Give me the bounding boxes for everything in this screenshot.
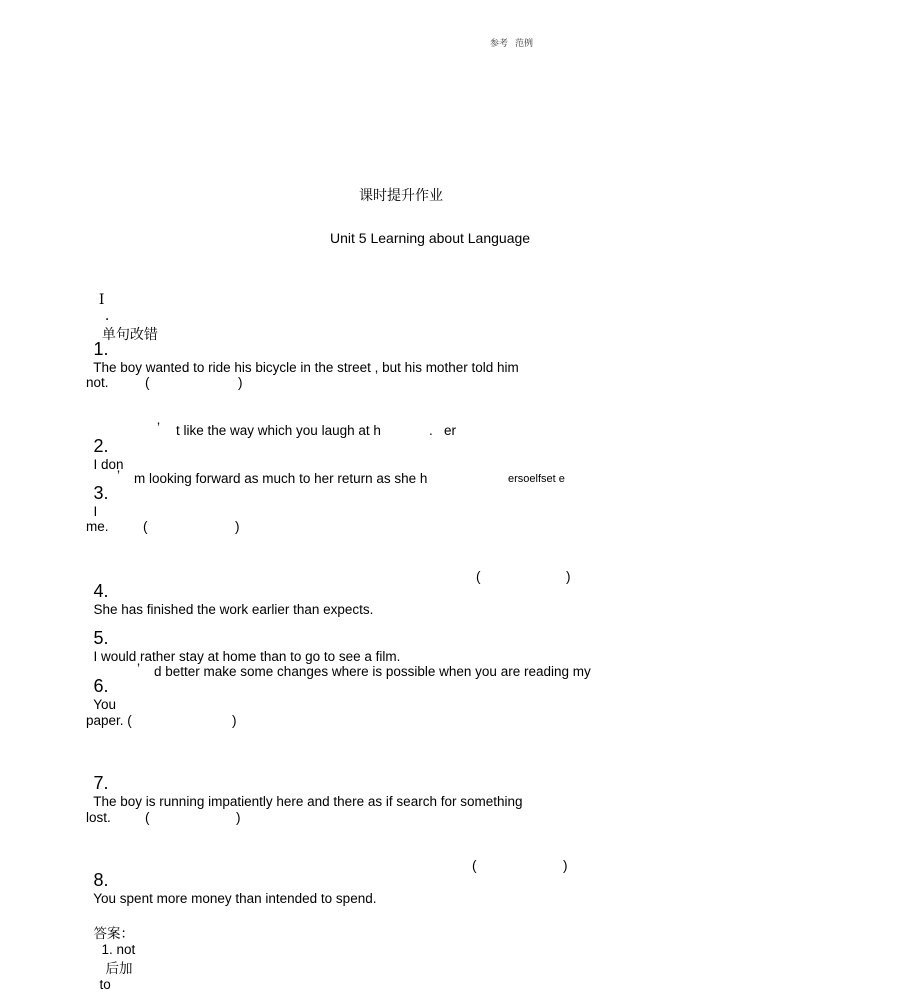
answer-blank-open: ( <box>145 375 150 390</box>
answer-word: to <box>99 977 111 992</box>
apostrophe: ’ <box>117 468 120 483</box>
answer-label: 答案： <box>93 926 135 942</box>
question-7-continuation: lost. <box>86 810 111 825</box>
answer-number: 1. not <box>101 942 136 957</box>
question-number: 4. <box>93 581 109 601</box>
section-numeral: Ⅰ <box>98 292 105 308</box>
page-title: 课时提升作业 <box>359 188 443 204</box>
section-dot: . <box>104 308 110 324</box>
question-text-d: . <box>429 423 433 438</box>
question-text: You spent more money than intended to spend. <box>93 891 377 906</box>
question-2 <box>86 421 124 472</box>
answer-chinese: 后加 <box>105 961 133 977</box>
question-number: 3. <box>93 483 109 503</box>
answer-blank-close: ) <box>563 858 568 873</box>
question-3 <box>86 468 109 519</box>
apostrophe: ’ <box>157 420 160 435</box>
question-text: I would rather stay at home than to go to see a film. <box>93 649 401 664</box>
section-label: 单句改错 <box>101 327 158 343</box>
answer-blank-open: ( <box>145 810 150 825</box>
answer-blank-close: ) <box>232 713 237 728</box>
answer-line <box>86 907 135 992</box>
question-number: 2. <box>93 436 109 456</box>
question-text-d: ersoelfset e <box>508 473 565 485</box>
question-number: 5. <box>93 628 109 648</box>
question-text-e: er <box>444 423 457 438</box>
answer-blank-close: ) <box>238 375 243 390</box>
question-7 <box>86 758 523 809</box>
answer-blank-open: ( <box>143 519 148 534</box>
question-4 <box>86 566 373 617</box>
question-text-c: t like the way which you laugh at h <box>176 423 381 438</box>
question-3-continuation: me. <box>86 519 109 534</box>
question-text-a: You <box>93 697 117 712</box>
question-1-continuation: not. <box>86 375 109 390</box>
question-8 <box>86 855 376 906</box>
answer-blank-open: ( <box>476 569 481 584</box>
answer-blank-close: ) <box>236 810 241 825</box>
question-number: 7. <box>93 773 109 793</box>
question-text: She has finished the work earlier than expects. <box>93 602 374 617</box>
question-number: 1. <box>93 339 109 359</box>
answer-blank-open: ( <box>472 858 477 873</box>
question-number: 8. <box>93 870 109 890</box>
apostrophe: ’ <box>137 661 140 676</box>
question-5 <box>86 613 400 664</box>
header-left: 参考 <box>490 39 509 49</box>
question-1 <box>86 324 519 375</box>
question-text-c: d better make some changes where is possible when you are reading my <box>154 664 591 679</box>
question-text: The boy wanted to ride his bicycle in the street , but his mother told him <box>93 360 519 375</box>
question-6-continuation: paper. ( <box>86 713 132 728</box>
question-text-c: m looking forward as much to her return as she h <box>134 471 428 486</box>
answer-blank-close: ) <box>235 519 240 534</box>
question-6 <box>86 661 116 712</box>
question-number: 6. <box>93 676 109 696</box>
question-text-a: I don <box>93 457 124 472</box>
question-text-a: I <box>93 504 98 519</box>
header-right: 范例 <box>515 39 534 49</box>
answer-blank-close: ) <box>566 569 571 584</box>
question-text: The boy is running impatiently here and there as if search for something <box>93 794 523 809</box>
page-subtitle: Unit 5 Learning about Language <box>330 230 531 246</box>
